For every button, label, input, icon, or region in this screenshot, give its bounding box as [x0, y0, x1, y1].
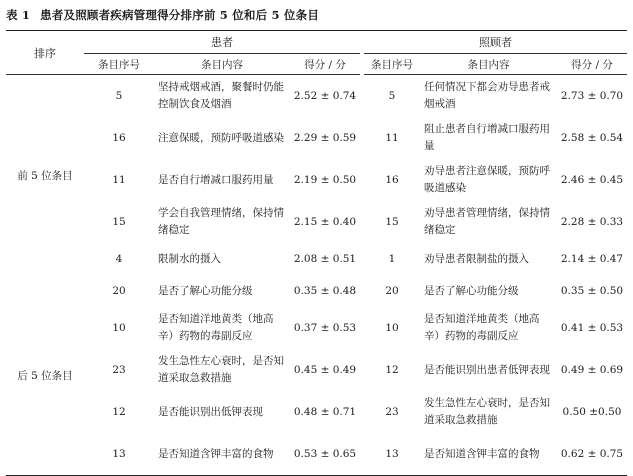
caregiver-score: 2.46 ± 0.45	[560, 174, 624, 186]
caregiver-item-content: 任何情况下都会劝导患者戒烟戒酒	[424, 81, 550, 110]
table-row	[6, 275, 627, 307]
caregiver-score: 2.14 ± 0.47	[560, 253, 624, 265]
caregiver-score: 0.35 ± 0.50	[560, 285, 624, 297]
table-row	[6, 117, 627, 159]
table-row	[6, 243, 627, 275]
caregiver-item-no: 13	[364, 433, 420, 476]
caregiver-score: 0.41 ± 0.53	[560, 322, 624, 334]
caregiver-item-no: 1	[388, 253, 396, 265]
patient-item-no: 12	[112, 406, 126, 418]
caregiver-item-content: 阻止患者自行增减口服药用量	[424, 123, 550, 152]
table-row	[6, 75, 627, 118]
patient-score: 2.15 ± 0.40	[293, 216, 357, 228]
table-row	[6, 201, 627, 243]
score-ranking-table	[6, 30, 627, 476]
table-row	[6, 391, 627, 433]
caregiver-item-no: 5	[388, 90, 396, 102]
patient-item-no: 11	[112, 174, 126, 186]
table-row	[6, 433, 627, 476]
table-row	[6, 307, 627, 349]
caregiver-item-content-header: 条目内容	[420, 54, 557, 75]
caregiver-item-content: 劝导患者限制盐的摄入	[424, 252, 529, 265]
caregiver-item-content: 是否知道洋地黄类（地高辛）药物的毒副反应	[424, 313, 540, 342]
caregiver-item-no-header: 条目序号	[364, 54, 420, 75]
patient-score: 0.53 ± 0.65	[290, 433, 360, 476]
caregiver-score: 2.73 ± 0.70	[560, 90, 624, 102]
table-title: 患者及照顾者疾病管理得分排序前 5 位和后 5 位条目	[40, 8, 320, 22]
group-label-top5: 前 5 位条目	[17, 169, 73, 182]
patient-item-no: 4	[115, 253, 123, 265]
table-row	[6, 159, 627, 201]
patient-item-content: 是否知道含钾丰富的食物	[154, 433, 290, 476]
caregiver-group-header: 照顾者	[364, 31, 627, 54]
caregiver-item-content: 是否了解心功能分级	[424, 284, 519, 297]
patient-item-content: 坚持戒烟戒酒，聚餐时仍能控制饮食及烟酒	[158, 81, 284, 110]
patient-item-no: 10	[112, 322, 126, 334]
caregiver-score: 0.62 ± 0.75	[557, 433, 627, 476]
patient-item-content: 是否了解心功能分级	[158, 284, 253, 297]
caregiver-item-no: 16	[385, 174, 399, 186]
patient-item-no-header: 条目序号	[84, 54, 154, 75]
caregiver-item-content: 劝导患者注意保暖，预防呼吸道感染	[424, 165, 550, 194]
group-label-bottom5: 后 5 位条目	[6, 275, 84, 476]
patient-item-content: 发生急性左心衰时，是否知道采取急救措施	[158, 355, 284, 384]
caregiver-score: 2.58 ± 0.54	[560, 132, 624, 144]
caregiver-score: 0.49 ± 0.69	[560, 364, 624, 376]
patient-item-content: 是否知道洋地黄类（地高辛）药物的毒副反应	[158, 313, 274, 342]
patient-score: 2.08 ± 0.51	[293, 253, 357, 265]
patient-score: 0.45 ± 0.49	[293, 364, 357, 376]
caregiver-item-no: 11	[385, 132, 399, 144]
caregiver-item-no: 15	[385, 216, 399, 228]
patient-score: 2.52 ± 0.74	[293, 90, 357, 102]
caregiver-item-content: 是否知道含钾丰富的食物	[420, 433, 557, 476]
patient-item-content: 注意保暖，预防呼吸道感染	[158, 131, 284, 144]
rank-header: 排序	[6, 31, 84, 75]
patient-item-no: 13	[84, 433, 154, 476]
caregiver-item-no: 23	[385, 406, 399, 418]
caregiver-item-content: 劝导患者管理情绪，保持情绪稳定	[424, 207, 550, 236]
patient-item-content: 是否自行增减口服药用量	[158, 173, 274, 186]
patient-score: 2.19 ± 0.50	[293, 174, 357, 186]
caregiver-item-content: 是否能识别出患者低钾表现	[424, 363, 550, 376]
caregiver-item-content: 发生急性左心衰时，是否知道采取急救措施	[424, 397, 550, 426]
table-row	[6, 349, 627, 391]
caregiver-score: 0.50 ±0.50	[562, 406, 622, 418]
patient-score: 0.48 ± 0.71	[293, 406, 357, 418]
table-caption	[6, 7, 319, 23]
patient-item-content: 限制水的摄入	[158, 252, 221, 265]
patient-score-header: 得分 / 分	[290, 54, 360, 75]
table-number: 表 1	[6, 8, 31, 22]
patient-item-content-header: 条目内容	[154, 54, 290, 75]
caregiver-score-header: 得分 / 分	[557, 54, 627, 75]
header-row-groups	[6, 31, 627, 54]
patient-item-content: 学会自我管理情绪，保持情绪稳定	[158, 207, 284, 236]
header-row-columns	[6, 54, 627, 75]
caregiver-item-no: 12	[385, 364, 399, 376]
caregiver-score: 2.28 ± 0.33	[560, 216, 624, 228]
caregiver-item-no: 20	[385, 285, 399, 297]
patient-item-no: 15	[112, 216, 126, 228]
patient-item-content: 是否能识别出低钾表现	[158, 405, 263, 418]
patient-item-no: 16	[112, 132, 126, 144]
caregiver-item-no: 10	[385, 322, 399, 334]
patient-item-no: 23	[112, 364, 126, 376]
patient-item-no: 20	[112, 285, 126, 297]
patient-score: 2.29 ± 0.59	[293, 132, 357, 144]
patient-group-header: 患者	[84, 31, 360, 54]
patient-score: 0.37 ± 0.53	[293, 322, 357, 334]
patient-score: 0.35 ± 0.48	[293, 285, 357, 297]
patient-item-no: 5	[115, 90, 123, 102]
